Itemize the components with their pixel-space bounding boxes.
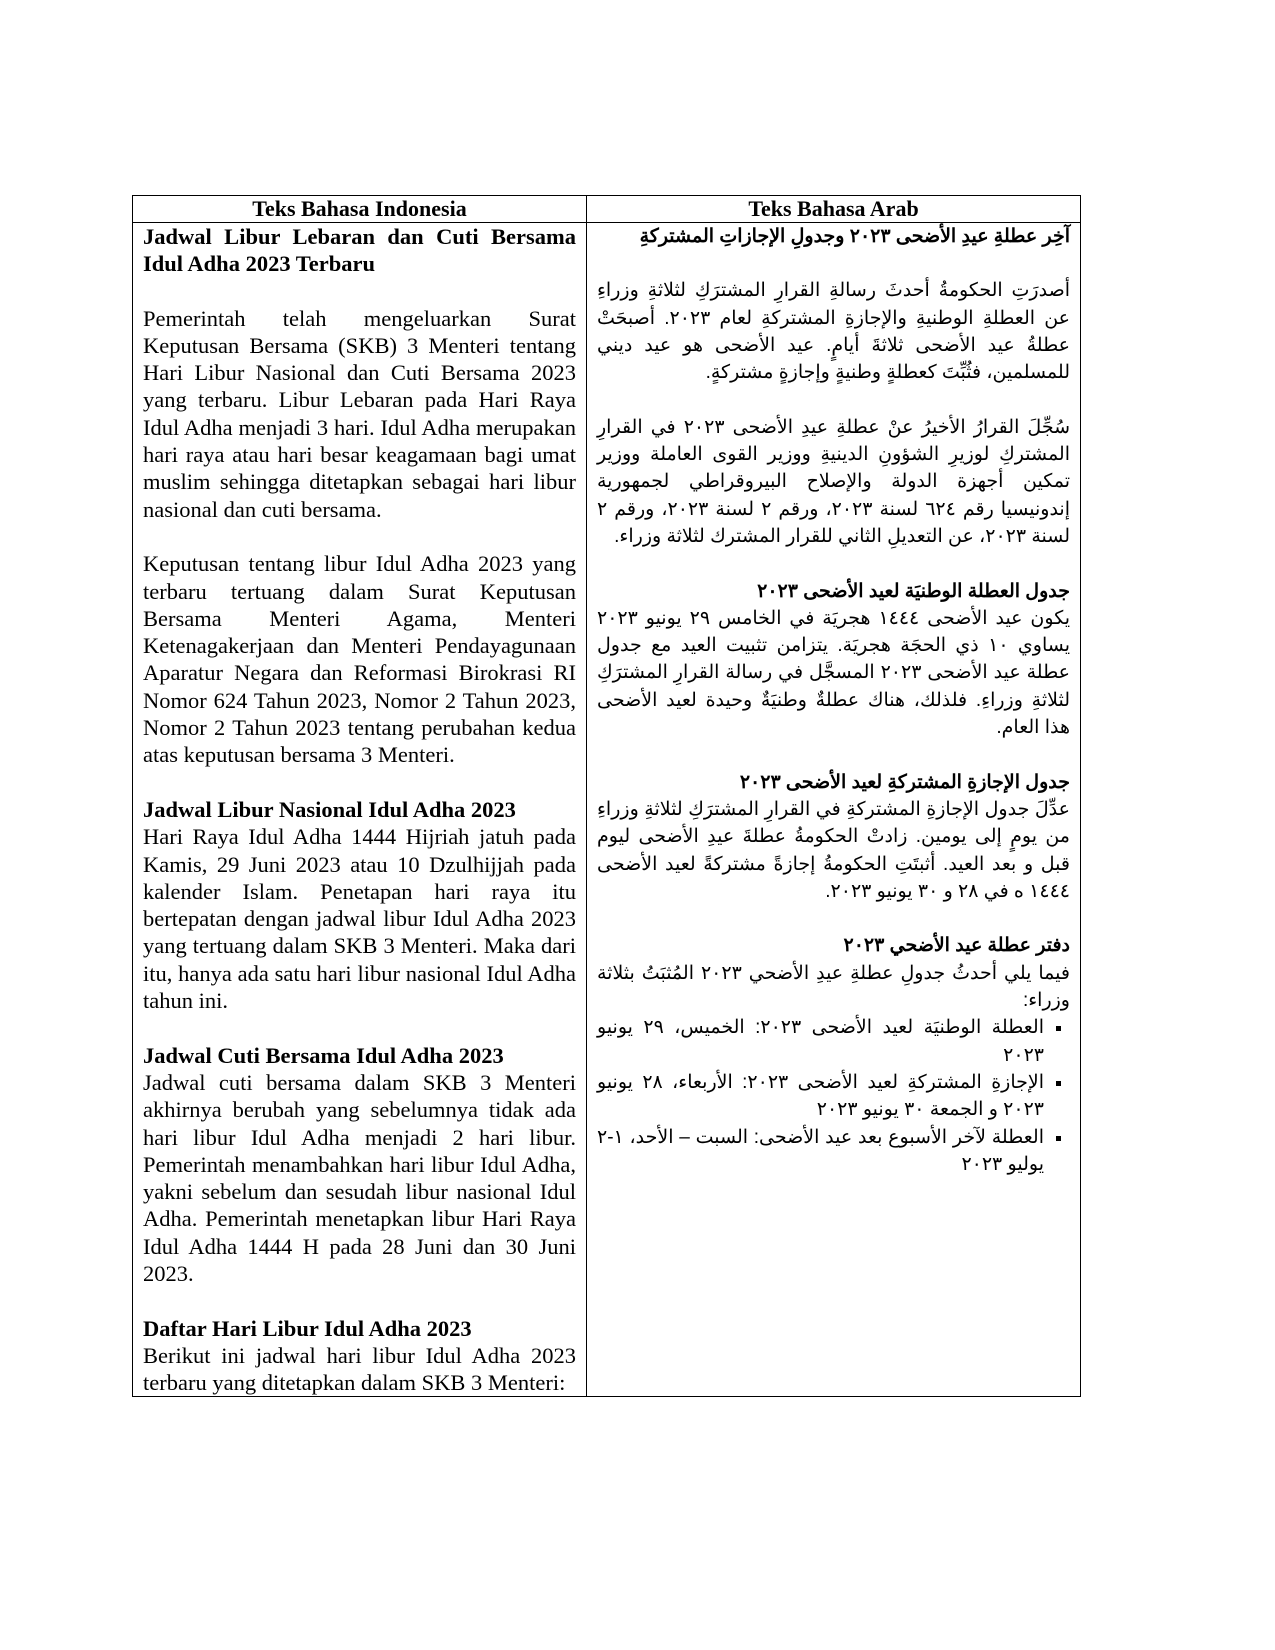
id-paragraph-2: Keputusan tentang libur Idul Adha 2023 yang terbaru tertuang dalam Surat Keputusan Bersama Menteri Agama, Menteri Ketenagakerjaan dan Menteri Pendayagunaan Aparatur Negara dan Reformasi Birokrasi RI Nomor 624 Tahun 2023, Nomor 2 Tahun 2023, Nomor 2 Tahun 2023 tentang perubahan kedua atas keputusan bersama 3 Menteri. [143,551,576,768]
list-item: ▪ العطلة الوطنيَة لعيد الأضحى ٢٠٢٣: الخميس، ٢٩ يونيو ٢٠٢٣ [597,1014,1044,1069]
ar-heading-joint-leave: جدول الإجازةِ المشتركةِ لعيد الأضحى ٢٠٢٣ [739,771,1070,793]
ar-holiday-list [597,1014,1070,1178]
indonesian-text-cell [133,223,587,1397]
id-paragraph-1: Pemerintah telah mengeluarkan Surat Keputusan Bersama (SKB) 3 Menteri tentang Hari Libur Nasional dan Cuti Bersama 2023 yang terbaru. Libur Lebaran pada Hari Raya Idul Adha menjadi 3 hari. Idul Adha merupakan hari raya atau hari besar keagamaan bagi umat muslim sehingga ditetapkan sebagai hari libur nasional dan cuti bersama. [143,305,576,522]
content-row [133,223,1081,1397]
header-row [133,196,1081,223]
id-title: Jadwal Libur Lebaran dan Cuti Bersama Idul Adha 2023 Terbaru [143,224,576,277]
id-heading-holiday-list: Daftar Hari Libur Idul Adha 2023 [143,1315,472,1341]
ar-paragraph-3: يكون عيد الأضحى ١٤٤٤ هجريَة في الخامس ٢٩ يونيو ٢٠٢٣ يساوي ١٠ ذي الحجَة هجريَة. يتزامن تثبيت العيد مع جدول عطلة عيد الأضحى ٢٠٢٣ المسجَّل في رسالة القرارِ المشترَكِ لثلاثةِ وزراءِ. فلذلك، هناك عطلةٌ وطنيَةٌ وحيدة لعيد الأضحى هذا العام. [597,607,1070,739]
ar-paragraph-2: سُجِّلَ القرارُ الأخيرُ عنْ عطلةِ عيدِ الأضحى ٢٠٢٣ في القرارِ المشتركِ لوزيرِ الشؤونِ الدينيةِ ووزير القوى العاملة ووزير تمكين أجهزة الدولة والإصلاح البيروقراطي لجمهورية إندونيسيا رقم ٦٢٤ لسنة ٢٠٢٣، ورقم ٢ لسنة ٢٠٢٣، ورقم ٢ لسنة ٢٠٢٣، عن التعديلِ الثاني للقرار المشترك لثلاثة وزراء. [597,416,1071,547]
ar-heading-holiday-list: دفتر عطلة عيد الأضحي ٢٠٢٣ [843,935,1070,957]
id-paragraph-4: Jadwal cuti bersama dalam SKB 3 Menteri akhirnya berubah yang sebelumnya tidak ada hari libur Idul Adha menjadi 2 hari libur. Pemerintah menambahkan hari libur Idul Adha, yakni sebelum dan sesudah libur nasional Idul Adha. Pemerintah menetapkan libur Hari Raya Idul Adha 1444 H pada 28 Juni dan 30 Juni 2023. [143,1069,576,1286]
header-arabic: Teks Bahasa Arab [587,196,1081,223]
ar-paragraph-4: عدِّلَ جدول الإجازةِ المشتركةِ في القرارِ المشترَكِ لثلاثةِ وزراءِ من يومٍ إلى يومين. زادتْ الحكومةُ عطلةَ عيدِ الأضحى ليوم قبل و بعد العيد. أثبتَتِ الحكومةُ إجازةً مشتركةً لعيد الأضحى ١٤٤٤ ه في ٢٨ و ٣٠ يونيو ٢٠٢٣. [597,798,1070,902]
id-heading-national-holiday: Jadwal Libur Nasional Idul Adha 2023 [143,796,516,822]
list-item: ▪ الإجازةِ المشتركةِ لعيد الأضحى ٢٠٢٣: الأربعاء، ٢٨ يونيو ٢٠٢٣ و الجمعة ٣٠ يونيو ٢٠٢٣ [597,1069,1044,1124]
ar-title: آخِر عطلةِ عيدِ الأضحى ٢٠٢٣ وجدولِ الإجازاتِ المشتركةِ [639,226,1070,247]
id-heading-joint-leave: Jadwal Cuti Bersama Idul Adha 2023 [143,1042,504,1068]
ar-heading-national-holiday: جدول العطلة الوطنيَة لعيد الأضحى ٢٠٢٣ [757,580,1070,602]
ar-paragraph-1: أصدرَتِ الحكومةُ أحدثَ رسالةِ القرارِ المشترَكِ لثلاثةِ وزراءِ عن العطلةِ الوطنيةِ والإجازةِ المشتركةِ لعام ٢٠٢٣. أصبحَتْ عطلةُ عيد الأضحى ثلاثةَ أيامٍ. عيد الأضحى هو عيد ديني للمسلمين، فثُبِّتَ كعطلةٍ وطنيةٍ وإجازةٍ مشتركةٍ. [597,280,1071,384]
id-paragraph-5: Berikut ini jadwal hari libur Idul Adha 2023 terbaru yang ditetapkan dalam SKB 3 Menteri: [143,1342,576,1396]
id-paragraph-3: Hari Raya Idul Adha 1444 Hijriah jatuh pada Kamis, 29 Juni 2023 atau 10 Dzulhijjah pada kalender Islam. Penetapan hari raya itu bertepatan dengan jadwal libur Idul Adha 2023 yang tertuang dalam SKB 3 Menteri. Maka dari itu, hanya ada satu hari libur nasional Idul Adha tahun ini. [143,824,576,1014]
arabic-text-cell [587,223,1081,1397]
list-item: ▪ العطلة لآخر الأسبوع بعد عيد الأضحى: السبت – الأحد، ١-٢ يوليو ٢٠٢٣ [597,1124,1044,1179]
ar-paragraph-5: فيما يلي أحدثُ جدولِ عطلةِ عيدِ الأضحي ٢٠٢٣ المُثبَتُ بثلاثة وزراء: [597,962,1070,1012]
translation-table [132,195,1081,1397]
header-indonesian: Teks Bahasa Indonesia [133,196,587,223]
